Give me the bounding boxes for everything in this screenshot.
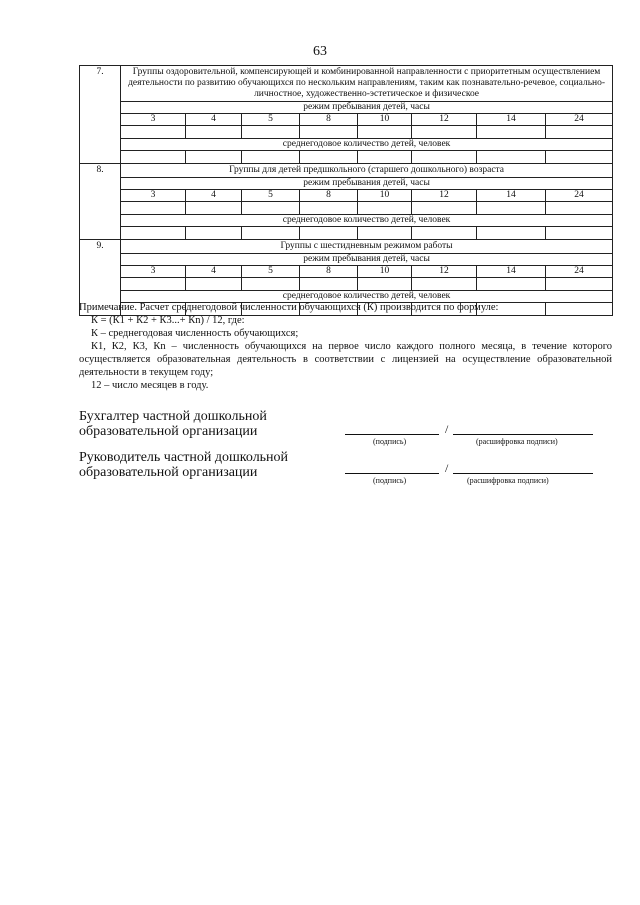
empty-cell: [186, 202, 242, 215]
count-cell: [358, 227, 412, 240]
signature-director: [79, 450, 619, 490]
hours-header: режим пребывания детей, часы: [121, 254, 613, 266]
empty-cell: [121, 202, 186, 215]
count-cell: [358, 151, 412, 164]
hours-cell: 24: [546, 190, 613, 202]
count-cell: [546, 151, 613, 164]
hours-cell: 10: [358, 114, 412, 126]
note-kn-definition: К1, К2, К3, Кn – численность обучающихся на первое число каждого полного месяца, в течение которого осуществляется образовательная деятельность в соответствии с лицензией на осуществление образовательной деятельности в текущем году;: [79, 341, 612, 378]
group-title: Группы с шестидневным режимом работы: [121, 240, 613, 254]
signature-caption: (подпись): [373, 476, 407, 485]
hours-cell: 3: [121, 190, 186, 202]
empty-cell: [412, 126, 477, 139]
count-header: среднегодовое количество детей, человек: [121, 139, 613, 151]
hours-cell: 14: [477, 190, 546, 202]
empty-cell: [300, 126, 358, 139]
group-title-row: [80, 240, 613, 254]
hours-cell: 14: [477, 266, 546, 278]
group-number: 7.: [80, 66, 121, 164]
count-header-row: [80, 139, 613, 151]
group-number: 9.: [80, 240, 121, 316]
hours-header-row: [80, 102, 613, 114]
empty-cell: [477, 202, 546, 215]
count-cell: [242, 151, 300, 164]
count-cell: [186, 227, 242, 240]
empty-cell: [358, 202, 412, 215]
hours-header-row: [80, 254, 613, 266]
hours-cell: 10: [358, 190, 412, 202]
empty-cell: [546, 202, 613, 215]
count-cell: [242, 227, 300, 240]
hours-cell: 24: [546, 114, 613, 126]
hours-cell: 10: [358, 266, 412, 278]
hours-cell: 8: [300, 114, 358, 126]
signature-slash: /: [445, 422, 449, 436]
hours-header-row: [80, 178, 613, 190]
signature-caption: (подпись): [373, 437, 407, 446]
note-block: [79, 301, 612, 392]
hours-cell: 4: [186, 266, 242, 278]
empty-cell: [546, 278, 613, 291]
signature-role: Бухгалтер частной дошкольной образовательной организации: [79, 409, 267, 439]
empty-row: [80, 278, 613, 291]
empty-cell: [412, 202, 477, 215]
empty-cell: [300, 278, 358, 291]
empty-cell: [358, 126, 412, 139]
empty-cell: [242, 278, 300, 291]
signature-accountant: [79, 409, 619, 449]
groups-table: [79, 65, 613, 316]
empty-cell: [242, 202, 300, 215]
count-value-row: [80, 227, 613, 240]
count-header: среднегодовое количество детей, человек: [121, 291, 613, 303]
hours-row: [80, 266, 613, 278]
empty-cell: [242, 126, 300, 139]
note-formula: К = (К1 + К2 + К3...+ Кn) / 12, где:: [91, 315, 245, 326]
hours-cell: 24: [546, 266, 613, 278]
name-line: [453, 473, 593, 474]
hours-cell: 12: [412, 114, 477, 126]
empty-cell: [186, 126, 242, 139]
empty-cell: [477, 126, 546, 139]
count-value-row: [80, 151, 613, 164]
empty-cell: [546, 126, 613, 139]
hours-cell: 14: [477, 114, 546, 126]
name-caption: (расшифровка подписи): [476, 437, 558, 446]
hours-cell: 12: [412, 190, 477, 202]
count-cell: [186, 151, 242, 164]
hours-cell: 4: [186, 114, 242, 126]
hours-cell: 5: [242, 114, 300, 126]
count-cell: [300, 151, 358, 164]
signature-line: [345, 473, 439, 474]
note-months-definition: 12 – число месяцев в году.: [91, 380, 209, 391]
count-cell: [477, 227, 546, 240]
name-caption: (расшифровка подписи): [467, 476, 549, 485]
hours-cell: 12: [412, 266, 477, 278]
note-intro: Примечание. Расчет среднегодовой численности обучающихся (К) производится по формуле:: [79, 302, 499, 313]
empty-cell: [358, 278, 412, 291]
count-cell: [477, 151, 546, 164]
hours-cell: 4: [186, 190, 242, 202]
group-title-row: [80, 66, 613, 102]
count-cell: [412, 151, 477, 164]
note-k-definition: К – среднегодовая численность обучающихся;: [91, 328, 299, 339]
hours-cell: 8: [300, 190, 358, 202]
empty-row: [80, 126, 613, 139]
group-number: 8.: [80, 164, 121, 240]
hours-cell: 3: [121, 266, 186, 278]
group-title-row: [80, 164, 613, 178]
empty-row: [80, 202, 613, 215]
group-title: Группы оздоровительной, компенсирующей и комбинированной направленности с приоритетным осуществлением деятельности по развитию обучающихся по нескольким направлениям, таким как познавательно-речевое, социально-личностное, художественно-эстетическое и физическое: [121, 66, 613, 102]
empty-cell: [412, 278, 477, 291]
signature-slash: /: [445, 461, 449, 475]
group-title: Группы для детей предшкольного (старшего дошкольного) возраста: [121, 164, 613, 178]
count-header: среднегодовое количество детей, человек: [121, 215, 613, 227]
hours-row: [80, 114, 613, 126]
signature-role: Руководитель частной дошкольной образовательной организации: [79, 450, 289, 480]
hours-header: режим пребывания детей, часы: [121, 102, 613, 114]
empty-cell: [300, 202, 358, 215]
count-cell: [300, 227, 358, 240]
page-number: 63: [313, 44, 327, 59]
empty-cell: [186, 278, 242, 291]
count-cell: [412, 227, 477, 240]
hours-cell: 5: [242, 266, 300, 278]
count-cell: [546, 227, 613, 240]
empty-cell: [121, 278, 186, 291]
name-line: [453, 434, 593, 435]
hours-cell: 3: [121, 114, 186, 126]
hours-cell: 8: [300, 266, 358, 278]
count-cell: [121, 151, 186, 164]
empty-cell: [477, 278, 546, 291]
hours-row: [80, 190, 613, 202]
hours-header: режим пребывания детей, часы: [121, 178, 613, 190]
count-cell: [121, 227, 186, 240]
count-header-row: [80, 215, 613, 227]
hours-cell: 5: [242, 190, 300, 202]
signature-line: [345, 434, 439, 435]
empty-cell: [121, 126, 186, 139]
